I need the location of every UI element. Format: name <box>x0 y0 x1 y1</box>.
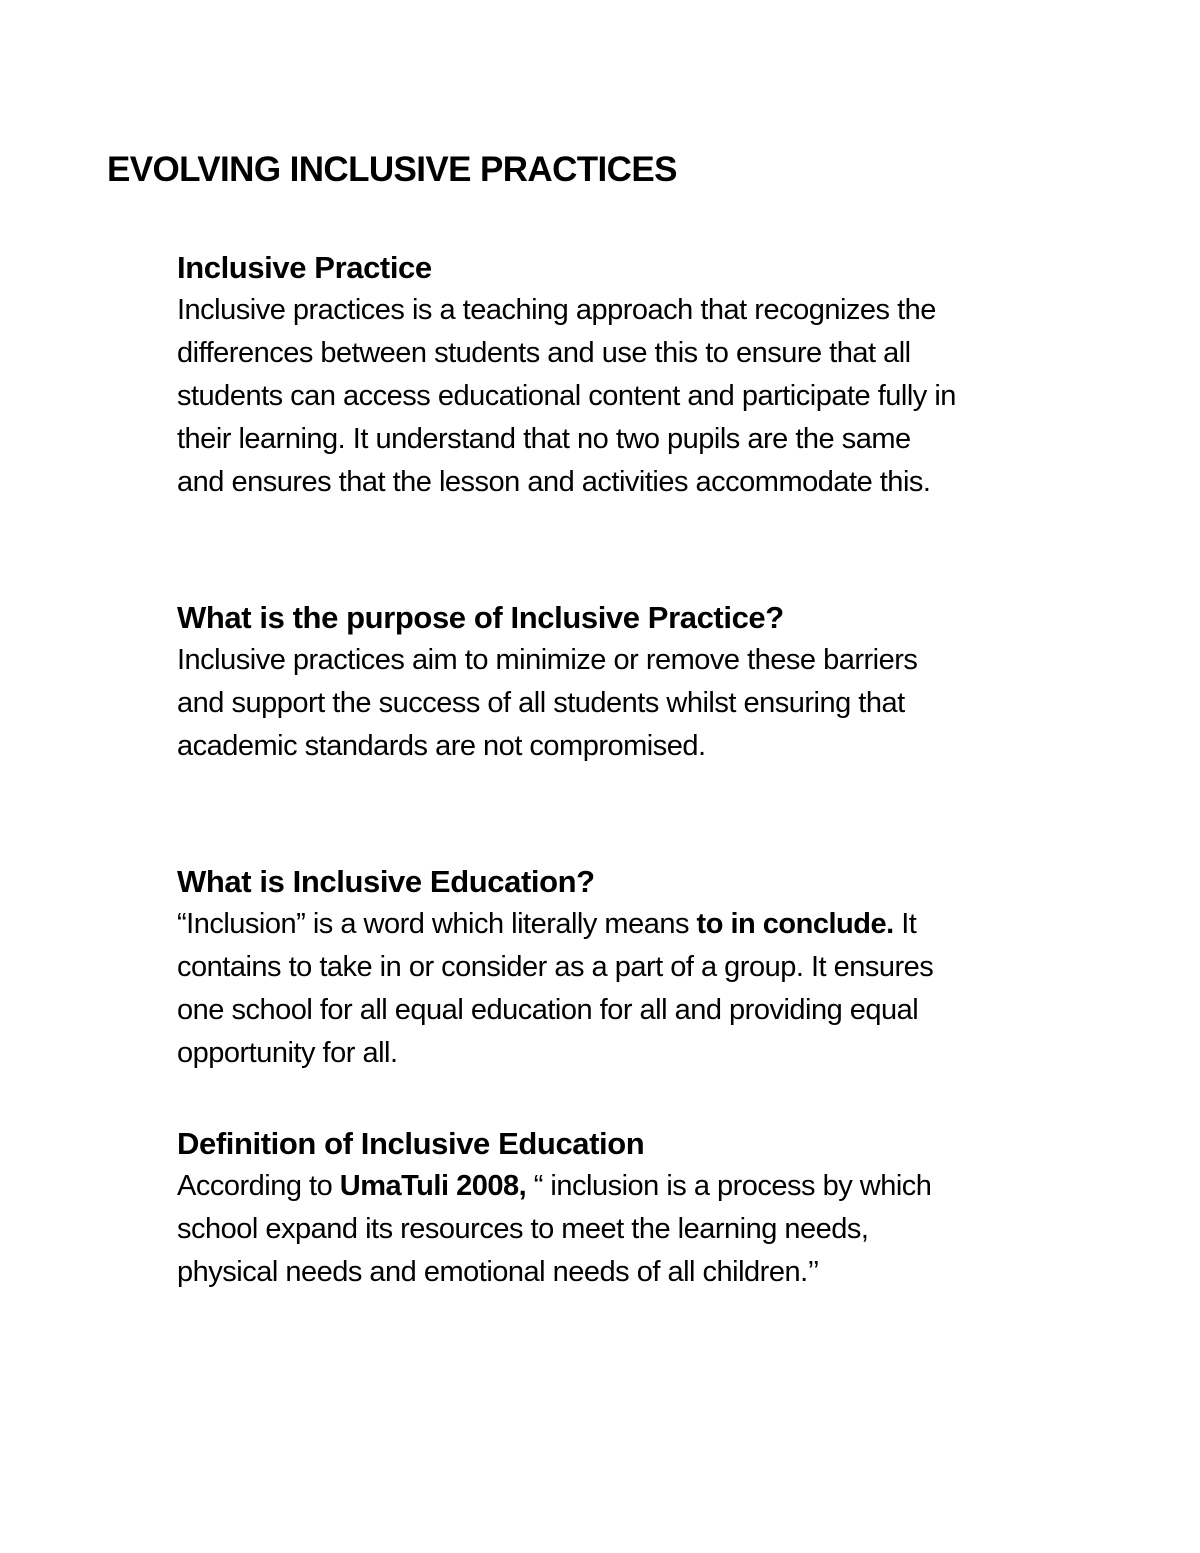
body-line: differences between students and use this to ensure that all <box>177 337 911 369</box>
body-text: It <box>893 908 917 940</box>
section-inclusive-education <box>177 860 1107 1075</box>
emphasis-text: to in conclude. <box>696 908 894 940</box>
body-line: students can access educational content and participate fully in <box>177 380 956 412</box>
citation-text: UmaTuli 2008, <box>339 1170 527 1202</box>
body-text: “Inclusion” is a word which literally means <box>177 908 697 940</box>
body-line: their learning. It understand that no two pupils are the same <box>177 423 911 455</box>
document-title: EVOLVING INCLUSIVE PRACTICES <box>107 150 677 189</box>
body-line: physical needs and emotional needs of all children.’’ <box>177 1256 820 1288</box>
body-line: school expand its resources to meet the learning needs, <box>177 1213 869 1245</box>
body-line: and ensures that the lesson and activities accommodate this. <box>177 466 931 498</box>
body-line: contains to take in or consider as a part of a group. It ensures <box>177 951 934 983</box>
section-inclusive-practice <box>177 246 1107 504</box>
body-text: According to <box>177 1170 340 1202</box>
body-line <box>177 1165 1107 1208</box>
section-heading: Inclusive Practice <box>177 250 432 285</box>
body-line: Inclusive practices aim to minimize or remove these barriers <box>177 644 918 676</box>
body-line <box>177 903 1107 946</box>
body-text: “ inclusion is a process by which <box>526 1170 932 1202</box>
section-heading: What is the purpose of Inclusive Practice? <box>177 600 784 635</box>
body-line: and support the success of all students whilst ensuring that <box>177 687 905 719</box>
section-heading: Definition of Inclusive Education <box>177 1126 645 1161</box>
body-line: academic standards are not compromised. <box>177 730 706 762</box>
section-body <box>177 639 1107 768</box>
section-body <box>177 1165 1107 1294</box>
section-body <box>177 903 1107 1075</box>
body-line: one school for all equal education for all and providing equal <box>177 994 919 1026</box>
section-definition <box>177 1122 1107 1294</box>
section-purpose <box>177 596 1107 768</box>
body-line: opportunity for all. <box>177 1037 398 1069</box>
section-body <box>177 289 1107 504</box>
body-line: Inclusive practices is a teaching approach that recognizes the <box>177 294 936 326</box>
section-heading: What is Inclusive Education? <box>177 864 595 899</box>
